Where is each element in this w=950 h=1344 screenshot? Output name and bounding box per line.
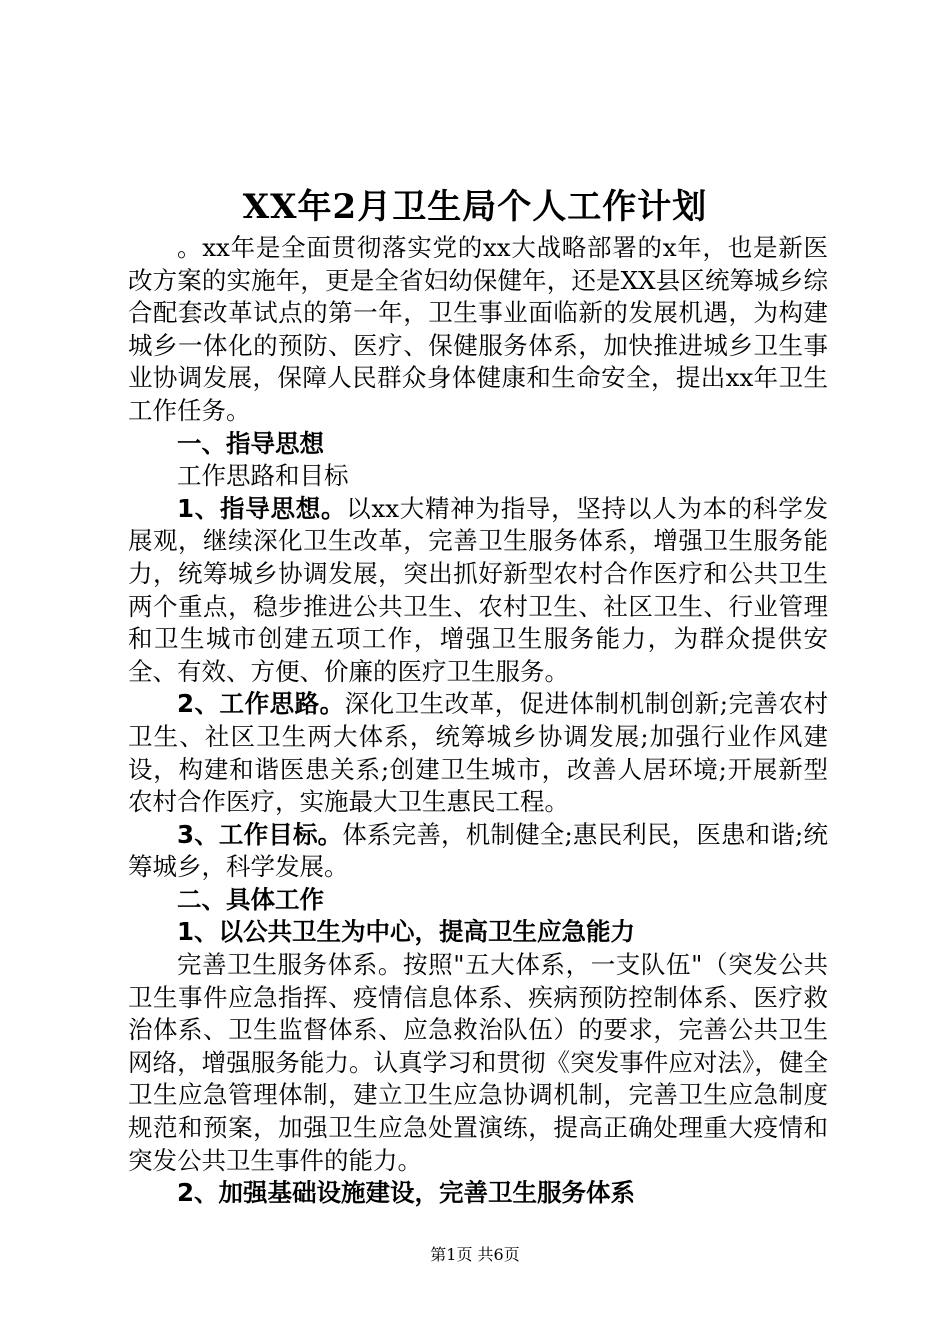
item-guiding-thought bbox=[128, 493, 828, 689]
item-lead: 1、指导思想。 bbox=[177, 493, 347, 523]
task-heading-public-health: 1、以公共卫生为中心，提高卫生应急能力 bbox=[177, 917, 636, 947]
item-text: 深化卫生改革，促进体制机制创新;完善农村卫生、社区卫生两大体系，统筹城乡协调发展;加强行业作风建设，构建和谐医患关系;创建卫生城市，改善人居环境;开展新型农村合作医疗，实施最大卫生惠民工程。 bbox=[128, 689, 828, 817]
task-heading-infrastructure: 2、加强基础设施建设，完善卫生服务体系 bbox=[177, 1178, 636, 1208]
document-body bbox=[128, 232, 828, 1210]
section-heading-specific-work: 二、具体工作 bbox=[177, 884, 324, 914]
section-heading-guiding-thought: 一、指导思想 bbox=[177, 428, 324, 458]
item-work-goal bbox=[128, 819, 828, 884]
item-lead: 2、工作思路。 bbox=[177, 689, 345, 719]
document-title: XX年2月卫生局个人工作计划 bbox=[242, 187, 708, 227]
item-text: 以xx大精神为指导，坚持以人为本的科学发展观，继续深化卫生改革，完善卫生服务体系，增强卫生服务能力，统筹城乡协调发展，突出抓好新型农村合作医疗和公共卫生两个重点，稳步推进公共卫生、农村卫生、社区卫生、行业管理和卫生城市创建五项工作，增强卫生服务能力，为群众提供安全、有效、方便、价廉的医疗卫生服务。 bbox=[128, 493, 829, 686]
item-work-approach bbox=[128, 688, 828, 818]
page-number-footer: 第1页 共6页 bbox=[430, 1245, 520, 1264]
task-paragraph-public-health: 完善卫生服务体系。按照"五大体系，一支队伍"（突发公共卫生事件应急指挥、疫情信息体系、疾病预防控制体系、医疗救治体系、卫生监督体系、应急救治队伍）的要求，完善公共卫生网络，增强服务能力。认真学习和贯彻《突发事件应对法》，健全卫生应急管理体制，建立卫生应急协调机制，完善卫生应急制度规范和预案，加强卫生应急处置演练，提高正确处理重大疫情和突发公共卫生事件的能力。 bbox=[128, 950, 828, 1175]
item-lead: 3、工作目标。 bbox=[177, 819, 343, 849]
section-subheading: 工作思路和目标 bbox=[177, 461, 349, 491]
intro-paragraph: 。xx年是全面贯彻落实党的xx大战略部署的x年，也是新医改方案的实施年，更是全省妇幼保健年，还是XX县区统筹城乡综合配套改革试点的第一年，卫生事业面临新的发展机遇，为构建城乡一体化的预防、医疗、保健服务体系，加快推进城乡卫生事业协调发展，保障人民群众身体健康和生命安全，提出xx年卫生工作任务。 bbox=[128, 233, 828, 425]
item-text: 体系完善，机制健全;惠民利民，医患和谐;统筹城乡，科学发展。 bbox=[128, 819, 828, 882]
